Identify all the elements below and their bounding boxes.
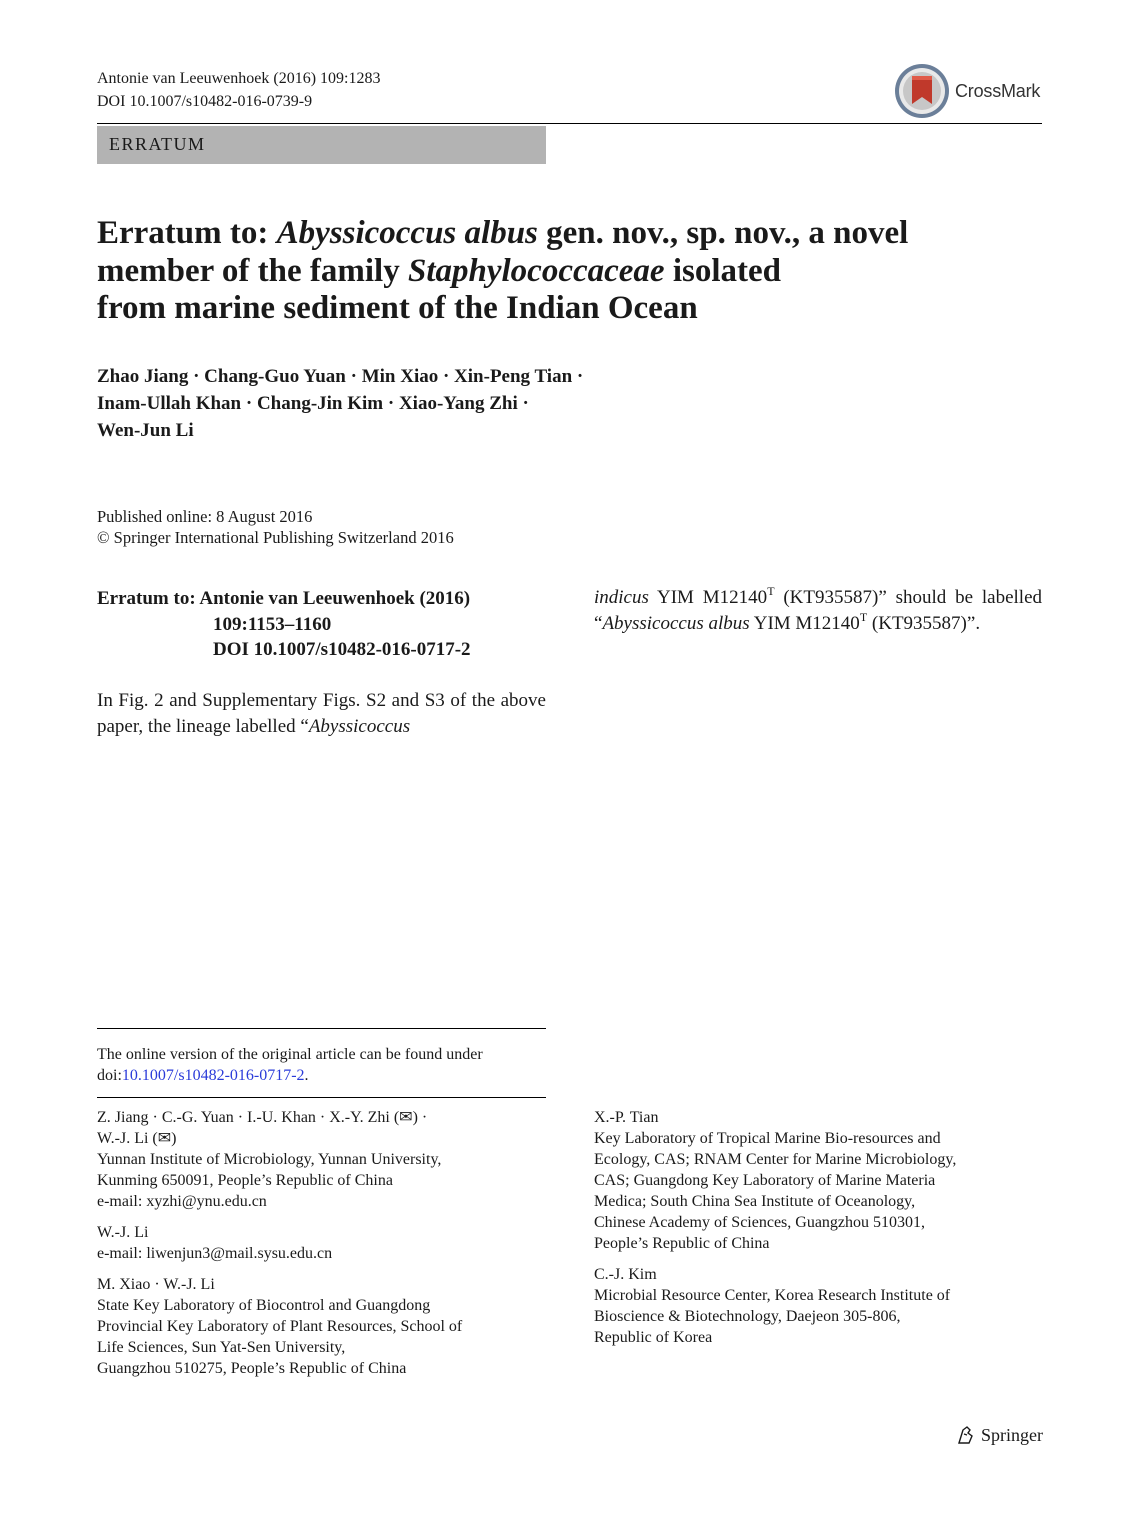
author-line: Zhao Jiang · Chang-Guo Yuan · Min Xiao · Xin-Peng Tian ·: [97, 366, 584, 387]
affiliation-rule: [97, 1097, 546, 1098]
affiliation-block: C.-J. Kim Microbial Resource Center, Korea Research Institute of Bioscience & Biotechnology, Daejeon 305-806, Republic of Korea: [594, 1266, 951, 1346]
published-date: Published online: 8 August 2016: [97, 507, 313, 526]
affiliations-left: [97, 1107, 557, 1389]
author-line: Inam-Ullah Khan · Chang-Jin Kim · Xiao-Yang Zhi ·: [97, 393, 529, 414]
affiliations-right: [594, 1107, 1054, 1358]
author-line: Wen-Jun Li: [97, 420, 194, 441]
original-article-doi-link[interactable]: 10.1007/s10482-016-0717-2: [121, 1067, 305, 1084]
affiliation-block: W.-J. Li e-mail: liwenjun3@mail.sysu.edu.cn: [97, 1224, 333, 1262]
footnote-rule: [97, 1028, 546, 1029]
affiliation-block: M. Xiao · W.-J. Li State Key Laboratory of Biocontrol and Guangdong Provincial Key Laboratory of Plant Resources, School of Life Sciences, Sun Yat-Sen University, Guangzhou 510275, People’s Republic of China: [97, 1276, 463, 1377]
article-doi: DOI 10.1007/s10482-016-0739-9: [97, 93, 313, 110]
article-title: Erratum to: Abyssicoccus albus gen. nov., sp. nov., a novel member of the family Staphylococcaceae isolated from marine sediment of the Indian Ocean: [97, 215, 909, 326]
title-genus: Abyssicoccus albus: [276, 215, 538, 251]
online-version-note: The online version of the original article can be found under doi:10.1007/s10482-016-0717-2.: [97, 1046, 483, 1084]
header-rule: [97, 123, 1042, 124]
affiliation-block: X.-P. Tian Key Laboratory of Tropical Marine Bio-resources and Ecology, CAS; RNAM Center for Marine Microbiology, CAS; Guangdong Key Laboratory of Marine Materia Medica; South China Sea Institute of Oceanology, Chinese Academy of Sciences, Guangzhou 510301, People’s Republic of China: [594, 1109, 957, 1252]
journal-citation: Antonie van Leeuwenhoek (2016) 109:1283: [97, 70, 381, 87]
publication-info: [97, 506, 454, 548]
crossmark-badge[interactable]: [893, 62, 1040, 120]
article-type-badge: ERRATUM: [97, 126, 546, 164]
body-text-right: indicus YIM $M12140^T$ (KT935587)” should be labelled “Abyssicoccus albus YIM $M12140^T$ (KT935587)”.: [594, 584, 1042, 634]
erratum-heading: Erratum to: Antonie van Leeuwenhoek (2016) 109:1153–1160 DOI 10.1007/s10482-016-0717-2: [97, 588, 471, 660]
author-list: [97, 363, 717, 444]
publisher-logo: [955, 1424, 1043, 1446]
crossmark-label: CrossMark: [955, 80, 1041, 101]
publisher-name: Springer: [981, 1424, 1043, 1445]
title-family: Staphylococcaceae: [407, 252, 665, 289]
crossmark-icon: [893, 62, 951, 120]
copyright: © Springer International Publishing Switzerland 2016: [97, 528, 454, 547]
affiliation-block: Z. Jiang · C.-G. Yuan · I.-U. Khan · X.-Y. Zhi (✉) · W.-J. Li (✉) Yunnan Institute of Microbiology, Yunnan University, Kunming 650091, People’s Republic of China e-mail: xyzhi@ynu.edu.cn: [97, 1109, 442, 1210]
springer-horse-icon: [955, 1424, 977, 1446]
body-text-left: In Fig. 2 and Supplementary Figs. S2 and S3 of the above paper, the lineage labelled “Abyssicoccus: [97, 690, 546, 737]
